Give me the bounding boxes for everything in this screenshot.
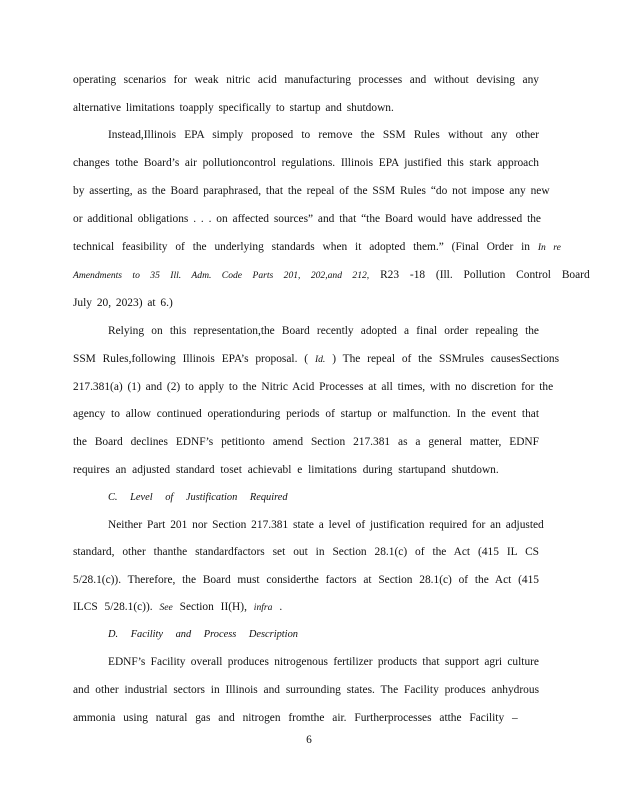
body-line: agency to allow continued operationduring periods of startup or malfunction. In the event that	[73, 408, 539, 420]
body-line: July 20, 2023) at 6.)	[73, 297, 173, 309]
case-name-italic: In re	[537, 242, 561, 253]
body-line	[73, 240, 561, 255]
body-line: requires an adjusted standard toset achievabl e limitations during startupand shutdown.	[73, 464, 499, 476]
body-line: operating scenarios for weak nitric acid manufacturing processes and without devising any	[73, 74, 539, 86]
body-line: Neither Part 201 nor Section 217.381 state a level of justification required for an adjusted	[108, 519, 544, 531]
body-line: changes tothe Board’s air pollutioncontrol regulations. Illinois EPA justified this stark approach	[73, 157, 539, 169]
body-line	[73, 268, 590, 283]
page-number: 6	[306, 734, 312, 746]
body-line: Relying on this representation,the Board recently adopted a final order repealing the	[108, 325, 539, 337]
section-heading-d: D. Facility and Process Description	[108, 629, 298, 640]
body-text: ILCS 5/28.1(c)).	[73, 601, 153, 613]
body-line	[73, 352, 560, 367]
body-text: technical feasibility of the underlying standards when it adopted them.” (Final Order in	[73, 241, 530, 253]
body-line: 5/28.1(c)). Therefore, the Board must considerthe factors at Section 28.1(c) of the Act (415	[73, 574, 539, 586]
section-heading-c: C. Level of Justification Required	[108, 492, 288, 503]
body-line: Instead,Illinois EPA simply proposed to remove the SSM Rules without any other	[108, 129, 539, 141]
signal-italic: infra	[253, 602, 273, 613]
body-line: by asserting, as the Board paraphrased, that the repeal of the SSM Rules “do not impose any new	[73, 185, 550, 197]
body-line: EDNF’s Facility overall produces nitrogenous fertilizer products that support agri culture	[108, 656, 539, 668]
body-text: R23 -18 (Ill. Pollution Control Board	[380, 269, 590, 281]
case-name-italic: Amendments to 35 Ill. Adm. Code Parts 201, 202,and 212,	[73, 270, 370, 281]
body-line: alternative limitations toapply specifically to startup and shutdown.	[73, 102, 394, 114]
body-text: Section II(H),	[179, 601, 247, 613]
signal-italic: See	[159, 602, 173, 613]
citation-italic: Id.	[314, 354, 326, 365]
body-text: .	[279, 601, 283, 613]
body-line: the Board declines EDNF’s petitionto amend Section 217.381 as a general matter, EDNF	[73, 436, 539, 448]
body-line	[73, 600, 539, 615]
body-line: standard, other thanthe standardfactors set out in Section 28.1(c) of the Act (415 IL CS	[73, 546, 539, 558]
body-text: SSM Rules,following Illinois EPA’s proposal. (	[73, 353, 309, 365]
body-line: or additional obligations . . . on affected sources” and that “the Board would have addressed the	[73, 213, 541, 225]
body-text: ) The repeal of the SSMrules causesSections	[332, 353, 560, 365]
body-line: 217.381(a) (1) and (2) to apply to the Nitric Acid Processes at all times, with no discretion for the	[73, 381, 554, 393]
body-line: and other industrial sectors in Illinois and surrounding states. The Facility produces anhydrous	[73, 684, 539, 696]
body-line: ammonia using natural gas and nitrogen fromthe air. Furtherprocesses atthe Facility –	[73, 712, 518, 724]
